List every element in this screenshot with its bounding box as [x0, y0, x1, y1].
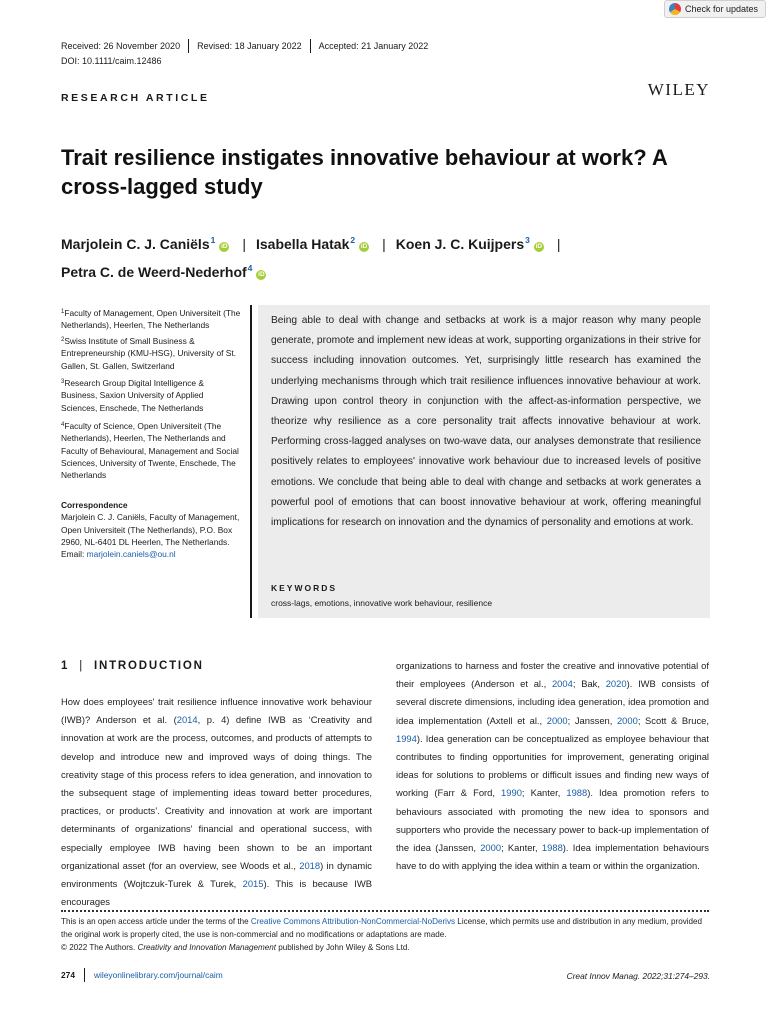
affiliation-text: Swiss Institute of Small Business & Entrepreneurship (KMU-HSG), University of St. Gallen, St. Gallen, Switzerland: [61, 336, 236, 371]
section-separator: |: [79, 660, 84, 672]
article-title: Trait resilience instigates innovative behaviour at work? A cross-lagged study: [61, 145, 667, 199]
author-name[interactable]: Isabella Hatak: [255, 236, 350, 252]
affiliation-marker: 4: [61, 422, 65, 428]
keywords-heading: KEYWORDS: [271, 583, 338, 593]
publisher-logo: WILEY: [647, 80, 710, 99]
affiliation-marker: 1: [61, 309, 65, 315]
divider: [84, 968, 85, 982]
body-column-left: How does employees' trait resilience influence innovative work behaviour (IWB)? Anderson et al. (2014, p. 4) define IWB as ‘Creativity and innovation at work are the process, outcomes, and products of attempts to develop and introduce new and improved ways of doing things. The creativity stage of this process refers to idea generation, and innovation to the subsequent stage of implementing ideas toward better procedures, practices, or products’. Creativity and innovation at work are important determinants of organizations' financial and operational success, with especially employee IWB having been shown to be an important organizational asset (for an overview, see Woods et al., 2018) in dynamic environments (Wojtczuk-Turek & Turek, 2015). This is because IWB encourages: [61, 696, 372, 908]
orcid-icon[interactable]: iD: [221, 243, 228, 250]
received-date: Received: 26 November 2020: [61, 41, 181, 51]
author-separator: |: [556, 236, 561, 252]
author-name[interactable]: Koen J. C. Kuijpers: [395, 236, 525, 252]
section-heading: [61, 660, 204, 672]
check-for-updates-label: Check for updates: [685, 4, 759, 14]
orcid-icon[interactable]: iD: [535, 243, 543, 250]
copyright-text: © 2022 The Authors.: [61, 942, 138, 952]
author-separator: |: [242, 236, 246, 252]
section-title: INTRODUCTION: [94, 660, 204, 672]
divider: [310, 39, 311, 53]
orcid-icon[interactable]: iD: [258, 271, 265, 278]
citation-link[interactable]: 2000: [616, 714, 638, 726]
body-column-right: organizations to harness and foster the creative and innovative potential of their employees (Anderson et al., 2004; Bak, 2020). IWB consists of several discrete dimensions, including idea generation, idea promotion and idea implementation (Axtell et al., 2000; Janssen, 2000; Scott & Bruce, 1994). Idea generation can be conceptualized as employee behaviour that contributes to finding opportunities for improvement, generating original ideas for solutions to problems or difficult issues and finding new ways of working (Farr & Ford, 1990; Kanter, 1988). Idea promotion refers to behaviours associated with promoting the new idea to sponsors and supporters who provide the necessary power to back-up implementation of the idea (Janssen, 2000; Kanter, 1988). Idea implementation behaviours have to do with applying the idea within a team or within the organization.: [396, 660, 709, 872]
citation-link[interactable]: 2020: [605, 678, 627, 690]
journal-citation: Creat Innov Manag. 2022;31:274–293.: [566, 971, 710, 981]
citation-link[interactable]: 2004: [551, 678, 573, 690]
citation-link[interactable]: 1988: [541, 842, 563, 854]
correspondence-heading: Correspondence: [61, 500, 128, 510]
doi: DOI: 10.1111/caim.12486: [61, 56, 162, 66]
author-affiliation-marker: 3: [525, 235, 530, 245]
article-dates: [61, 39, 428, 53]
email-label: Email:: [61, 549, 87, 560]
affiliation-text: Research Group Digital Intelligence & Business, Saxion University of Applied Sciences, Enschede, The Netherlands: [61, 378, 204, 413]
author-affiliation-marker: 4: [247, 263, 253, 273]
copyright-text: published by John Wiley & Sons Ltd.: [276, 942, 410, 952]
journal-name: Creativity and Innovation Management: [137, 942, 277, 952]
correspondence-text: Marjolein C. J. Caniëls, Faculty of Management, Open Universiteit (The Netherlands), P.O. Box 2960, NL-6401 DL Heerlen, The Netherlands.: [61, 512, 240, 547]
affiliation-marker: 2: [61, 337, 65, 343]
citation-link[interactable]: 1988: [566, 787, 588, 799]
correspondence: [61, 499, 241, 560]
abstract-text: Being able to deal with change and setbacks at work is a major reason why many people generate, promote and implement new ideas at work, supporting organizations in their strive for success including innovation outcomes. Yet, surprisingly little research has examined the underlying mechanisms through which trait resilience influences innovative behaviour at work. Drawing upon control theory in conjunction with the affect-as-information perspective, we theorize why resilience as a core personality trait affects innovative behaviour at work. Performing cross-lagged analyses on two-wave data, our analyses demonstrate that resilience positively relates to employees' innovative work behaviour due to increased levels of positive emotions. We conclude that being able to deal with change and setbacks at work generates a powerful pool of emotions that can boost innovative behaviour at work, offering meaningful implications for research on innovation and the dynamics of personality and emotions at work.: [271, 315, 701, 529]
license-text: This is an open access article under the terms of the: [61, 917, 251, 926]
affiliation: [61, 306, 241, 332]
page-number: 274: [61, 970, 75, 980]
journal-url-link[interactable]: wileyonlinelibrary.com/journal/caim: [93, 970, 223, 980]
author-separator: |: [382, 236, 386, 252]
citation-link[interactable]: 2015: [242, 878, 264, 890]
section-number: 1: [61, 660, 70, 672]
affiliation-marker: 3: [61, 379, 65, 385]
keywords-text: cross-lags, emotions, innovative work behaviour, resilience: [271, 598, 493, 608]
author-name[interactable]: Petra C. de Weerd-Nederhof: [61, 264, 247, 280]
affiliation-text: Faculty of Science, Open Universiteit (The Netherlands), Heerlen, The Netherlands and Faculty of Behavioural, Management and Social Sciences, University of Twente, Enschede, The Netherlands: [61, 421, 239, 481]
license-footnote: [61, 916, 711, 954]
divider: [188, 39, 189, 53]
revised-date: Revised: 18 January 2022: [197, 41, 302, 51]
citation-link[interactable]: 1994: [396, 732, 417, 744]
citation-link[interactable]: 2014: [176, 714, 198, 726]
author-affiliation-marker: 2: [350, 235, 356, 245]
citation-link[interactable]: 2000: [546, 714, 568, 726]
orcid-icon[interactable]: iD: [360, 243, 368, 250]
article-type: RESEARCH ARTICLE: [61, 92, 210, 104]
license-link[interactable]: Creative Commons Attribution-NonCommercial-NoDerivs: [250, 917, 456, 926]
citation-link[interactable]: 2018: [299, 859, 321, 871]
check-for-updates-badge[interactable]: [664, 0, 766, 18]
correspondence-email: [61, 548, 241, 560]
citation-link[interactable]: 2000: [480, 842, 502, 854]
email-link[interactable]: marjolein.caniels@ou.nl: [86, 549, 176, 560]
citation-link[interactable]: 1990: [501, 787, 522, 799]
affiliation: [61, 334, 241, 372]
affiliation: [61, 376, 241, 414]
footnote-divider: [61, 910, 709, 912]
author-list: [61, 228, 721, 284]
page-footer: [61, 968, 223, 982]
affiliation-text: Faculty of Management, Open Universiteit (The Netherlands), Heerlen, The Netherlands: [61, 308, 241, 331]
affiliation: [61, 419, 241, 481]
author-affiliation-marker: 1: [210, 235, 216, 245]
abstract-rule: [250, 305, 252, 618]
license-text: License, which permits use and distribution in any medium, provided the original work is properly cited, the use is non-commercial and no modifications or adaptations are made.: [61, 917, 703, 939]
crossmark-icon: [669, 3, 681, 15]
accepted-date: Accepted: 21 January 2022: [318, 41, 429, 51]
author-name[interactable]: Marjolein C. J. Caniëls: [61, 236, 210, 252]
